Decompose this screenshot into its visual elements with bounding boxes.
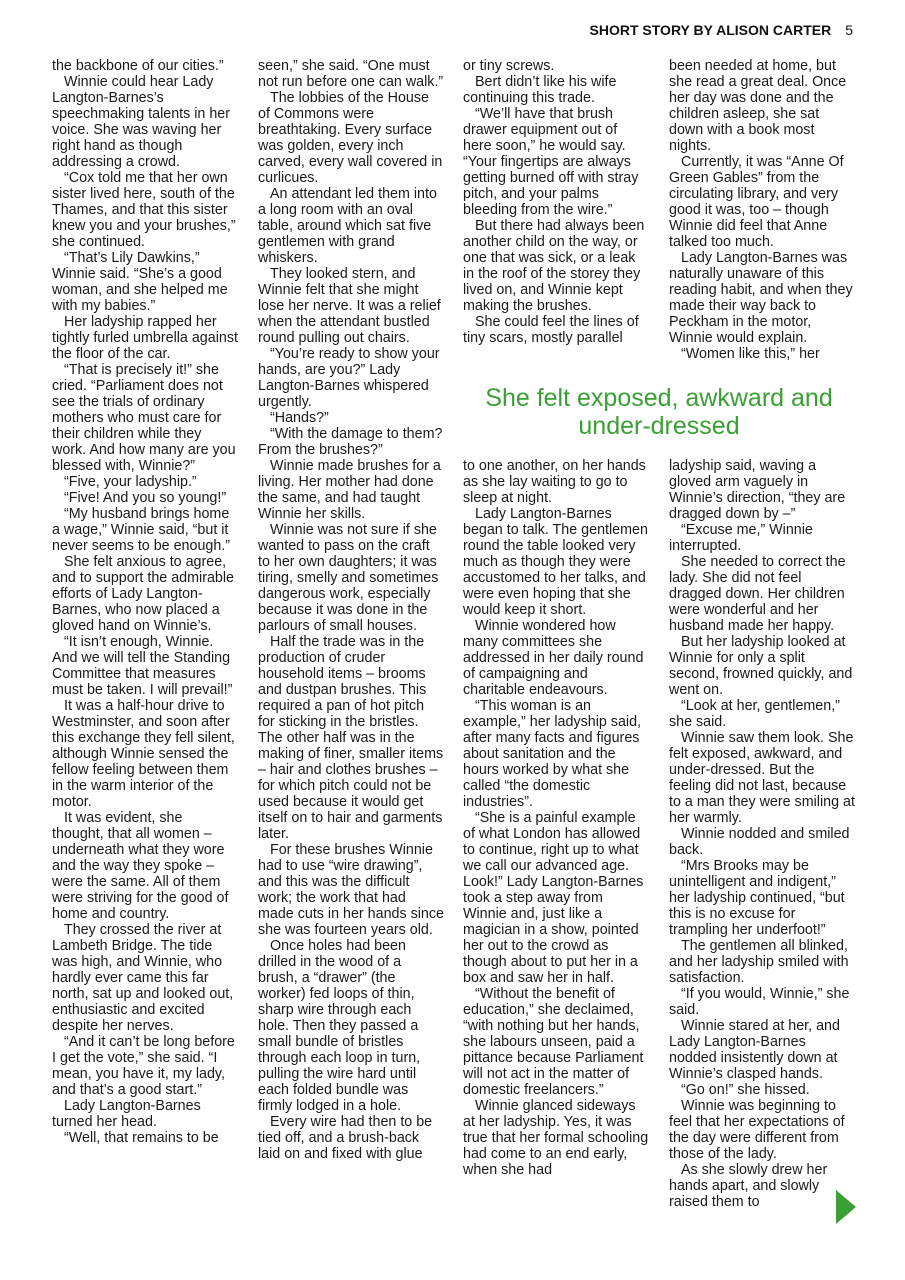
paragraph: Winnie was beginning to feel that her expectations of the day were different from those of the lady.: [669, 1098, 845, 1162]
paragraph: As she slowly drew her hands apart, and slowly raised them to: [669, 1162, 828, 1210]
paragraph: Winnie could hear Lady Langton-Barnes’s speechmaking talents in her voice. She was waving her right hand as though addressing a crowd.: [52, 74, 231, 170]
paragraph: Winnie stared at her, and Lady Langton-Barnes nodded insistently down at Winnie’s clasped hands.: [669, 1018, 840, 1082]
paragraph: “Mrs Brooks may be unintelligent and indigent,” her ladyship continued, “but this is no excuse for trampling her underfoot!”: [669, 858, 845, 938]
paragraph: “Excuse me,” Winnie interrupted.: [669, 522, 813, 554]
paragraph: Winnie made brushes for a living. Her mother had done the same, and had taught Winnie her skills.: [258, 458, 441, 522]
paragraph: She could feel the lines of tiny scars, mostly parallel: [463, 314, 639, 346]
paragraph: “Cox told me that her own sister lived here, south of the Thames, and that this sister knew you and your brushes,” she continued.: [52, 170, 236, 250]
paragraph: “We’ll have that brush drawer equipment out of here soon,” he would say. “Your fingertips are always getting burned off with stray pitch, and your palms bleeding from the wire.”: [463, 106, 639, 218]
paragraph: “My husband brings home a wage,” Winnie said, “but it never seems to be enough.”: [52, 506, 231, 554]
continue-arrow-icon: [836, 1190, 856, 1224]
column-4-bottom: [669, 458, 855, 1210]
paragraph: Winnie glanced sideways at her ladyship. Yes, it was true that her formal schooling had come to an end early, when she had: [463, 1098, 649, 1178]
paragraph: But there had always been another child on the way, or one that was sick, or a leak in the roof of the storey they lived on, and Winnie kept making the brushes.: [463, 218, 645, 314]
paragraph: “Look at her, gentlemen,” she said.: [669, 698, 840, 730]
paragraph: She felt anxious to agree, and to support the admirable efforts of Lady Langton-Barnes, who now placed a gloved hand on Winnie’s.: [52, 554, 235, 634]
paragraph: It was evident, she thought, that all women – underneath what they wore and the way they spoke – were the same. All of them were striving for the good of home and country.: [52, 810, 229, 922]
paragraph: “Five, your ladyship.”: [64, 474, 197, 490]
paragraph: It was a half-hour drive to Westminster, and soon after this exchange they fell silent, although Winnie sensed the fellow feeling between them in the warm interior of the motor.: [52, 698, 235, 810]
paragraph: to one another, on her hands as she lay waiting to go to sleep at night.: [463, 458, 646, 506]
paragraph: “Women like this,” her: [681, 346, 820, 362]
paragraph: Lady Langton-Barnes was naturally unaware of this reading habit, and when they made their way back to Peckham in the motor, Winnie would explain.: [669, 250, 853, 346]
paragraph: seen,” she said. “One must not run before one can walk.”: [258, 58, 444, 90]
paragraph: ladyship said, waving a gloved arm vaguely in Winnie’s direction, “they are dragged down by –”: [669, 458, 846, 522]
paragraph: An attendant led them into a long room with an oval table, around which sat five gentlemen with grand whiskers.: [258, 186, 437, 266]
paragraph: For these brushes Winnie had to use “wire drawing”, and this was the difficult work; the work that had made cuts in her hands since she was fourteen years old.: [258, 842, 444, 938]
paragraph: “Hands?”: [270, 410, 329, 426]
paragraph: or tiny screws.: [463, 58, 555, 74]
paragraph: Currently, it was “Anne Of Green Gables” from the circulating library, and very good it was, too – though Winnie did feel that Anne talked too much.: [669, 154, 844, 250]
paragraph: The lobbies of the House of Commons were breathtaking. Every surface was golden, every inch carved, every wall covered in curlicues.: [258, 90, 443, 186]
paragraph: “Well, that remains to be: [64, 1130, 219, 1146]
column-2: [258, 58, 444, 1162]
paragraph: “And it can’t be long before I get the vote,” she said. “I mean, you have it, my lady, and that’s a good start.”: [52, 1034, 235, 1098]
paragraph: “That’s Lily Dawkins,” Winnie said. “She’s a good woman, and she helped me with my babies.”: [52, 250, 228, 314]
paragraph: They looked stern, and Winnie felt that she might lose her nerve. It was a relief when the attendant bustled round pulling out chairs.: [258, 266, 441, 346]
paragraph: “Go on!” she hissed.: [681, 1082, 810, 1098]
page-number: 5: [845, 22, 853, 38]
column-3-top: [463, 58, 649, 346]
paragraph: “With the damage to them? From the brushes?”: [258, 426, 443, 458]
paragraph: Every wire had then to be tied off, and a brush-back laid on and fixed with glue: [258, 1114, 433, 1162]
paragraph: “Five! And you so young!”: [64, 490, 227, 506]
paragraph: been needed at home, but she read a great deal. Once her day was done and the children asleep, she sat down with a book most nights.: [669, 58, 847, 154]
paragraph: “She is a painful example of what London has allowed to continue, right up to what we call our advanced age. Look!” Lady Langton-Barnes took a step away from Winnie and, just like a magician in a show, pointed her out to the crowd as though about to put her in a box and saw her in half.: [463, 810, 644, 986]
paragraph: But her ladyship looked at Winnie for only a split second, frowned quickly, and went on.: [669, 634, 853, 698]
paragraph: “That is precisely it!” she cried. “Parliament does not see the trials of ordinary mothers who must care for their children while they work. And how many are you blessed with, Winnie?”: [52, 362, 236, 474]
paragraph: She needed to correct the lady. She did not feel dragged down. Her children were wonderful and her husband made her happy.: [669, 554, 846, 634]
paragraph: “It isn’t enough, Winnie. And we will tell the Standing Committee that measures must be taken. I will prevail!”: [52, 634, 233, 698]
page-header: [590, 22, 853, 38]
paragraph: Bert didn’t like his wife continuing this trade.: [463, 74, 617, 106]
paragraph: “Without the benefit of education,” she declaimed, “with nothing but her hands, she labours unseen, paid a pittance because Parliament will not act in the matter of domestic freelancers.”: [463, 986, 644, 1098]
paragraph: “If you would, Winnie,” she said.: [669, 986, 850, 1018]
paragraph: Once holes had been drilled in the wood of a brush, a “drawer” (the worker) fed loops of thin, sharp wire through each hole. Then they passed a small bundle of bristles through each loop in turn, pulling the wire hard until each folded bundle was firmly lodged in a hole.: [258, 938, 421, 1114]
paragraph: Winnie nodded and smiled back.: [669, 826, 850, 858]
running-title: SHORT STORY BY ALISON CARTER: [589, 22, 832, 38]
paragraph: They crossed the river at Lambeth Bridge. The tide was high, and Winnie, who hardly ever came this far north, sat up and looked out, enthusiastic and excited despite her nerves.: [52, 922, 234, 1034]
paragraph: Her ladyship rapped her tightly furled umbrella against the floor of the car.: [52, 314, 238, 362]
paragraph: the backbone of our cities.”: [52, 58, 224, 74]
column-1: [52, 58, 238, 1146]
paragraph: Winnie was not sure if she wanted to pass on the craft to her own daughters; it was tiring, smelly and sometimes dangerous work, especially because it was done in the parlours of small houses.: [258, 522, 439, 634]
paragraph: The gentlemen all blinked, and her ladyship smiled with satisfaction.: [669, 938, 849, 986]
paragraph: “You’re ready to show your hands, are you?” Lady Langton-Barnes whispered urgently.: [258, 346, 440, 410]
paragraph: “This woman is an example,” her ladyship said, after many facts and figures about sanitation and the hours worked by what she called “the domestic industries”.: [463, 698, 642, 810]
column-3-bottom: [463, 458, 649, 1178]
paragraph: Winnie wondered how many committees she addressed in her daily round of campaigning and charitable endeavours.: [463, 618, 644, 698]
paragraph: Winnie saw them look. She felt exposed, awkward, and under-dressed. But the feeling did not last, because to a man they were smiling at her warmly.: [669, 730, 855, 826]
column-4-top: [669, 58, 855, 362]
pull-quote: She felt exposed, awkward and under-dressed: [485, 384, 833, 440]
paragraph: Lady Langton-Barnes began to talk. The gentlemen round the table looked very much as though they were accustomed to her talks, and were even hoping that she would keep it short.: [463, 506, 648, 618]
paragraph: Half the trade was in the production of cruder household items – brooms and dustpan brushes. This required a pan of hot pitch for sticking in the bristles. The other half was in the making of finer, smaller items – hair and clothes brushes – for which pitch could not be used because it would get itself on to hair and garments later.: [258, 634, 444, 842]
paragraph: Lady Langton-Barnes turned her head.: [52, 1098, 201, 1130]
